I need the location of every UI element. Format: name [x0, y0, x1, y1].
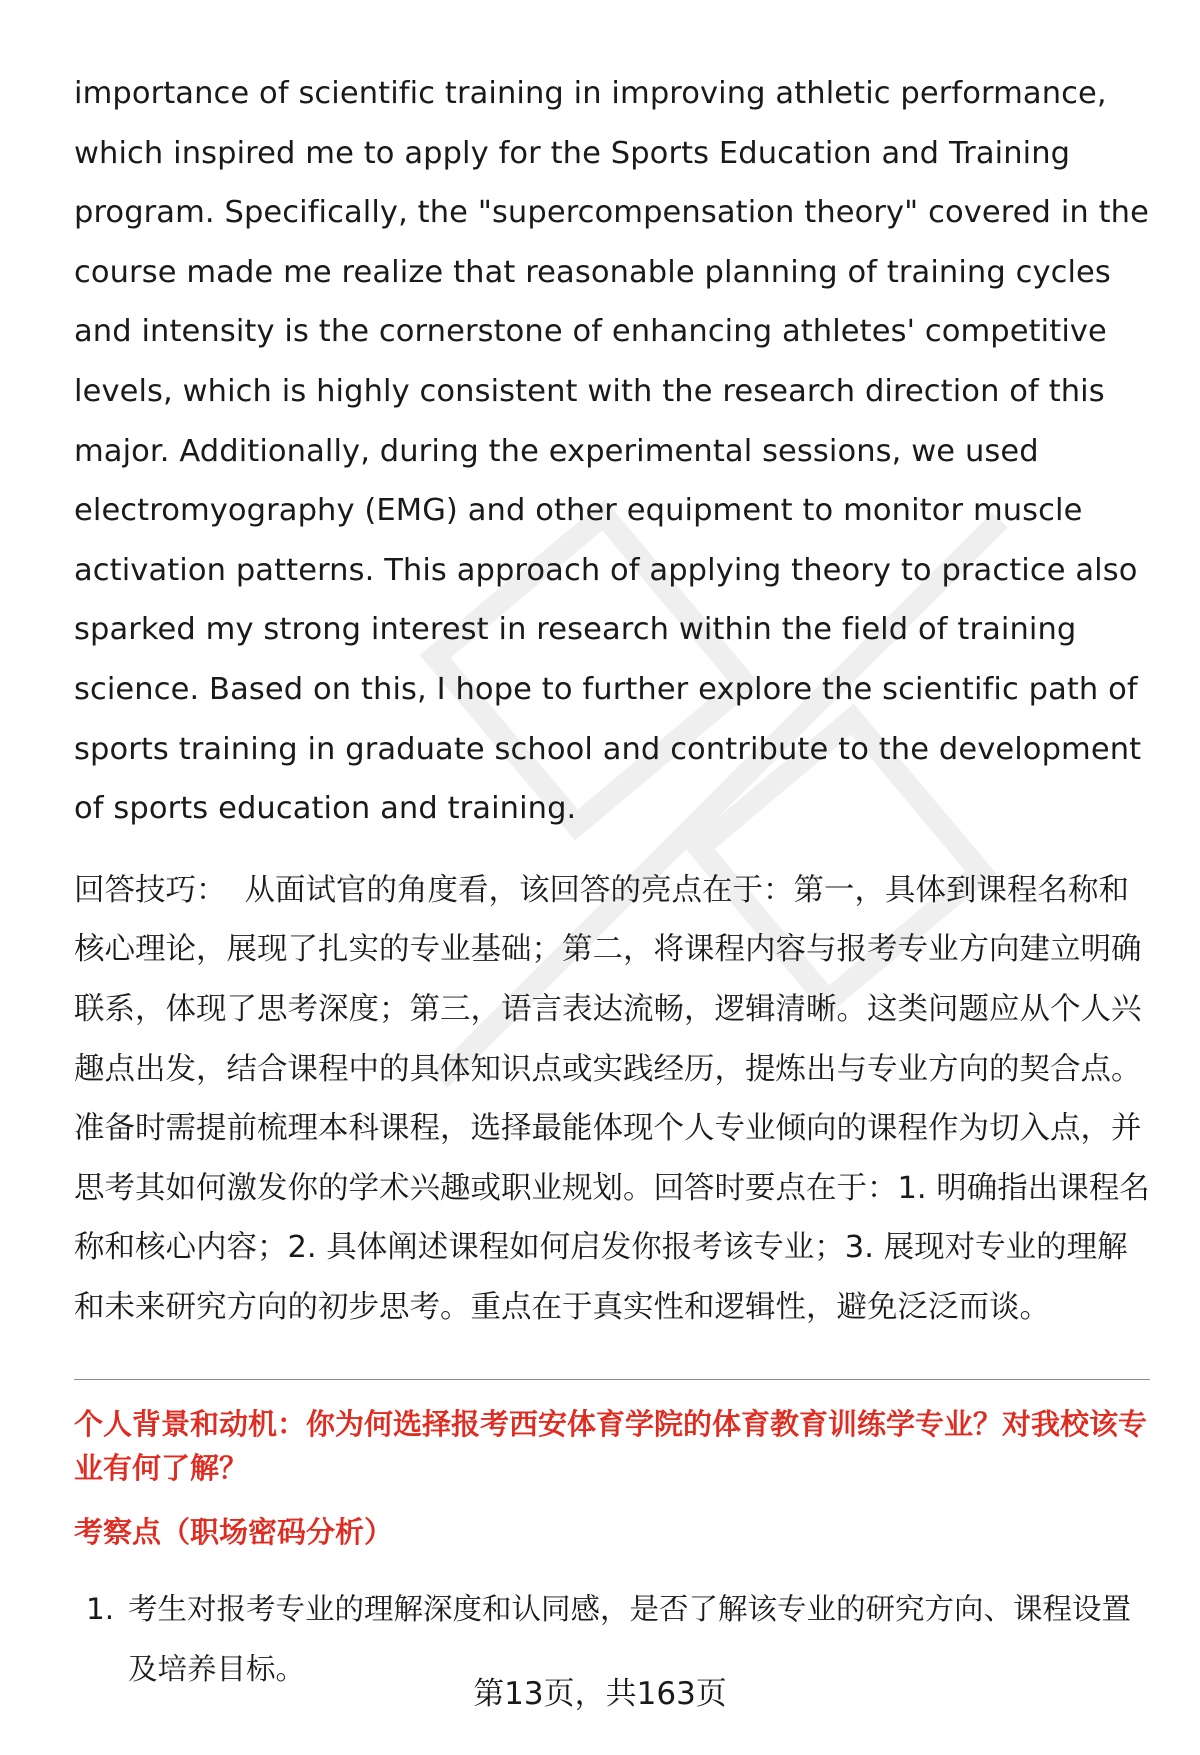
content-area	[74, 64, 1150, 1700]
section-divider	[74, 1379, 1150, 1380]
list-item-text: 考生对报考专业的理解深度和认同感，是否了解该专业的研究方向、课程设置及培养目标。	[128, 1592, 1132, 1687]
interview-question: 个人背景和动机：你为何选择报考西安体育学院的体育教育训练学专业？对我校该专业有何了解？	[74, 1407, 1148, 1486]
answer-tips-paragraph	[74, 861, 1150, 1338]
list-item-number: 1.	[86, 1592, 115, 1627]
tips-label: 回答技巧：	[74, 872, 227, 908]
page-number-footer: 第13页，共163页	[473, 1676, 727, 1712]
english-answer-paragraph: importance of scientific training in improving athletic performance, which inspired me to apply for the Sports Education and Training program. Specifically, the "supercompensation theory" covered in the course made me realize that reasonable planning of training cycles and intensity is the cornerstone of enhancing athletes' competitive levels, which is highly consistent with the research direction of this major. Additionally, during the experimental sessions, we used electromyography (EMG) and other equipment to monitor muscle activation patterns. This approach of applying theory to practice also sparked my strong interest in research within the field of training science. Based on this, I hope to further explore the scientific path of sports training in graduate school and contribute to the development of sports education and training.	[74, 76, 1149, 827]
tips-text: 从面试官的角度看，该回答的亮点在于：第一，具体到课程名称和核心理论，展现了扎实的专业基础；第二，将课程内容与报考专业方向建立明确联系，体现了思考深度；第三，语言表达流畅，逻辑清晰。这类问题应从个人兴趣点出发，结合课程中的具体知识点或实践经历，提炼出与专业方向的契合点。准备时需提前梳理本科课程，选择最能体现个人专业倾向的课程作为切入点，并思考其如何激发你的学术兴趣或职业规划。回答时要点在于：1. 明确指出课程名称和核心内容；2. 具体阐述课程如何启发你报考该专业；3. 展现对专业的理解和未来研究方向的初步思考。重点在于真实性和逻辑性，避免泛泛而谈。	[74, 872, 1150, 1325]
assessment-points-heading: 考察点（职场密码分析）	[74, 1515, 394, 1550]
